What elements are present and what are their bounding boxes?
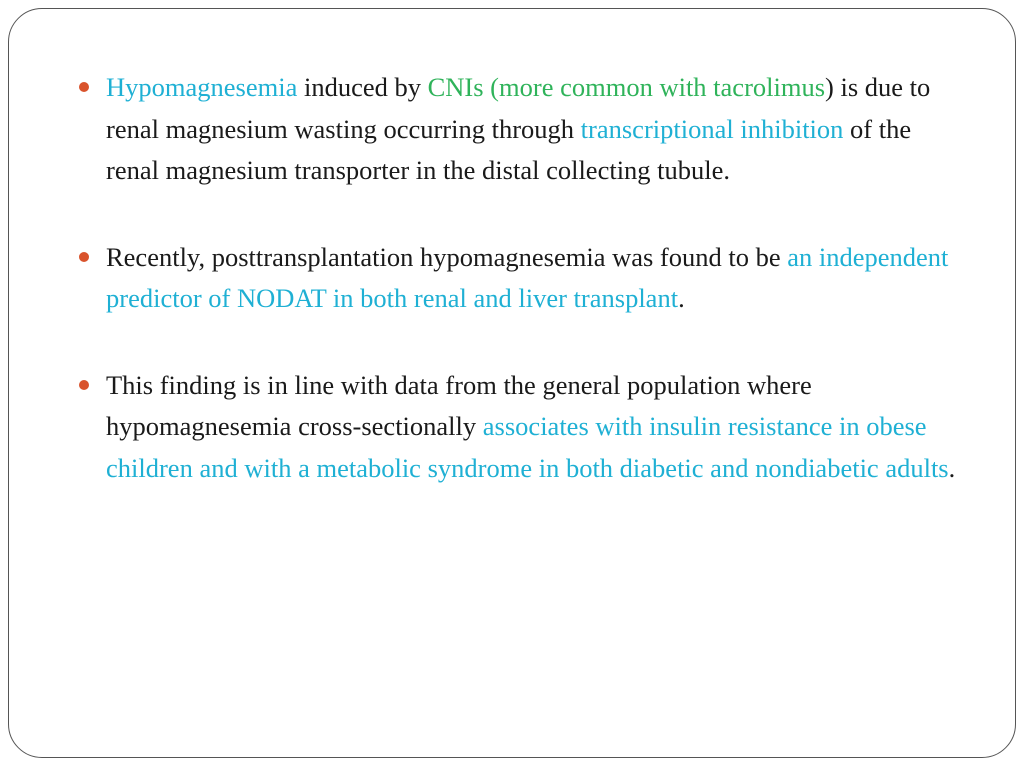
bullet-text: ) is due to renal magnesium wasting occurring through [106, 72, 931, 144]
bullet-dot-icon [79, 252, 89, 262]
highlight-hypomagnesemia: Hypomagnesemia [106, 72, 298, 102]
bullet-dot-icon [79, 82, 89, 92]
highlight-insulin-resistance: associates with insulin resistance in obese children and with a metabolic syndrome in both diabetic and nondiabetic adults [106, 411, 949, 483]
bullet-text: This finding is in line with data from the general population where hypomagnesemia cross-sectionally [106, 369, 812, 441]
bullet-item-3 [79, 365, 959, 490]
bullet-text: . [948, 452, 956, 483]
highlight-independent-predictor: an independent predictor of NODAT in both renal and liver transplant [106, 241, 949, 313]
bullet-item-2 [79, 237, 959, 320]
highlight-cnis: CNIs (more common with tacrolimus [427, 72, 826, 102]
slide-frame [8, 8, 1016, 758]
bullet-text: induced by [297, 72, 428, 102]
bullet-dot-icon [79, 380, 89, 390]
slide-content [79, 67, 959, 534]
highlight-transcriptional-inhibition: transcriptional inhibition [580, 113, 844, 144]
bullet-text: . [678, 283, 685, 313]
bullet-text: of the renal magnesium transporter in the distal collecting tubule. [106, 113, 912, 185]
bullet-item-1 [79, 67, 959, 192]
bullet-text: Recently, posttransplantation hypomagnesemia was found to be [106, 241, 788, 272]
